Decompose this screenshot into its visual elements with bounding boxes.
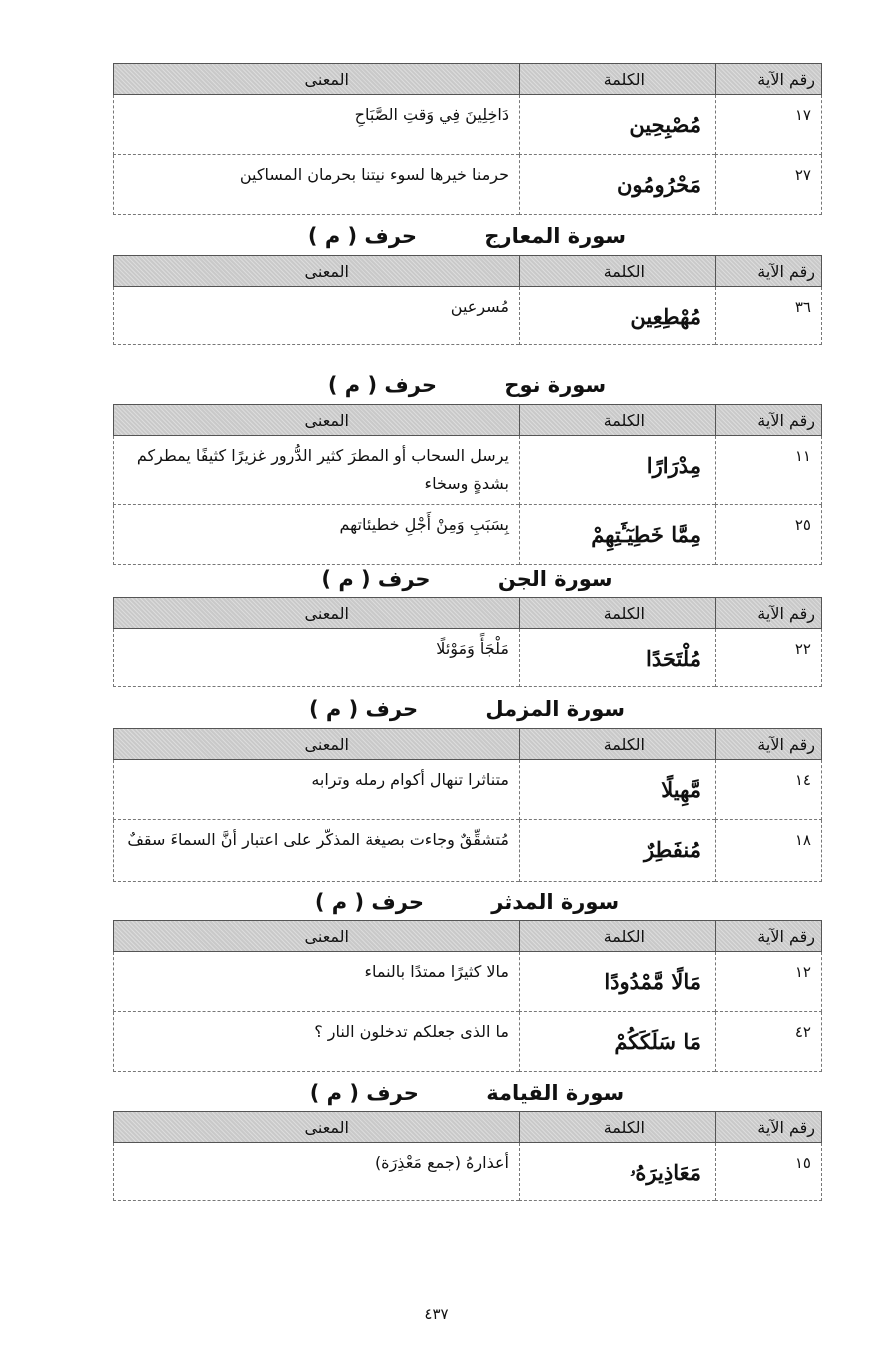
letter-label: حرف ( م ) [308, 697, 419, 721]
header-meaning: المعنى [114, 256, 520, 287]
header-word: الكلمة [520, 256, 716, 287]
verse-table [113, 404, 822, 565]
letter-label: حرف ( م ) [321, 567, 431, 591]
surah-title: سورة الجن [497, 567, 613, 591]
table-row [114, 952, 822, 1012]
header-word: الكلمة [520, 64, 716, 95]
section-heading [113, 562, 821, 596]
table-row [114, 287, 822, 345]
section-heading [113, 368, 821, 402]
verse-table [113, 920, 822, 1072]
meaning: مَلْجَأً وَمَوْئلًا [114, 629, 520, 687]
verse-number: ٢٧ [716, 155, 822, 215]
word: مِمَّا خَطِيٓـَٔتِهِمْ [520, 505, 716, 565]
surah-title: سورة نوح [504, 373, 607, 397]
header-verse-number: رقم الآية [716, 64, 822, 95]
letter-label: حرف ( م ) [314, 890, 424, 914]
word: مَالًا مَّمْدُودًا [520, 952, 716, 1012]
word: مُلْتَحَدًا [520, 629, 716, 687]
surah-title: سورة المزمل [485, 697, 626, 721]
table-row [114, 820, 822, 882]
verse-number: ١٢ [716, 952, 822, 1012]
meaning: مُتشقِّقٌ وجاءت بصيغة المذكّر على اعتبار أنَّ السماءَ سقفٌ [114, 820, 520, 882]
meaning: دَاخِلِينَ فِي وَقتِ الصَّبَاحِ [114, 95, 520, 155]
header-meaning: المعنى [114, 598, 520, 629]
word: مَّهِيلًا [520, 760, 716, 820]
verse-table [113, 63, 822, 215]
header-verse-number: رقم الآية [716, 729, 822, 760]
verse-table [113, 255, 822, 345]
surah-title: سورة القيامة [486, 1081, 625, 1105]
word: مِدْرَارًا [520, 436, 716, 505]
header-meaning: المعنى [114, 405, 520, 436]
table-row [114, 1012, 822, 1072]
header-meaning: المعنى [114, 729, 520, 760]
section-heading [113, 1076, 821, 1110]
table-header-row [114, 405, 822, 436]
header-verse-number: رقم الآية [716, 1112, 822, 1143]
meaning: يرسل السحاب أو المطرَ كثير الدُّرور غزيرًا كثيفًا يمطركم بشدةٍ وسخاء [114, 436, 520, 505]
meaning: مالا كثيرًا ممتدًا بالنماء [114, 952, 520, 1012]
page-number: ٤٣٧ [424, 1305, 449, 1323]
verse-table [113, 1111, 822, 1201]
verse-number: ٤٢ [716, 1012, 822, 1072]
table-header-row [114, 598, 822, 629]
header-meaning: المعنى [114, 1112, 520, 1143]
table-header-row [114, 1112, 822, 1143]
letter-label: حرف ( م ) [307, 224, 418, 248]
table-header-row [114, 64, 822, 95]
surah-title: سورة المدثر [491, 890, 620, 914]
word: مَحْرُومُون [520, 155, 716, 215]
verse-number: ١٧ [716, 95, 822, 155]
verse-number: ٢٥ [716, 505, 822, 565]
meaning: أعذارهُ (جمع مَعْذِرَة) [114, 1143, 520, 1201]
verse-number: ٣٦ [716, 287, 822, 345]
verse-number: ١٤ [716, 760, 822, 820]
section-heading [113, 885, 821, 919]
section-heading [113, 219, 821, 253]
verse-table [113, 728, 822, 882]
header-word: الكلمة [520, 1112, 716, 1143]
word: مُهْطِعِين [520, 287, 716, 345]
table-header-row [114, 729, 822, 760]
header-meaning: المعنى [114, 64, 520, 95]
meaning: متناثرا تنهال أكوام رمله وترابه [114, 760, 520, 820]
table-header-row [114, 921, 822, 952]
table-header-row [114, 256, 822, 287]
meaning: ما الذى جعلكم تدخلون النار ؟ [114, 1012, 520, 1072]
word: مَا سَلَكَكُمْ [520, 1012, 716, 1072]
verse-number: ١١ [716, 436, 822, 505]
verse-number: ١٨ [716, 820, 822, 882]
verse-table [113, 597, 822, 687]
surah-title: سورة المعارج [484, 224, 627, 248]
header-verse-number: رقم الآية [716, 921, 822, 952]
header-verse-number: رقم الآية [716, 598, 822, 629]
header-word: الكلمة [520, 921, 716, 952]
meaning: حرمنا خيرها لسوء نيتنا بحرمان المساكين [114, 155, 520, 215]
table-row [114, 155, 822, 215]
table-row [114, 1143, 822, 1201]
word: مُصْبِحِين [520, 95, 716, 155]
header-verse-number: رقم الآية [716, 405, 822, 436]
letter-label: حرف ( م ) [327, 373, 437, 397]
meaning: بِسَبَبِ وَمِنْ أَجْلِ خطيئاتهم [114, 505, 520, 565]
header-word: الكلمة [520, 405, 716, 436]
header-word: الكلمة [520, 598, 716, 629]
word: مَعَاذِيرَهُۥ [520, 1143, 716, 1201]
verse-number: ٢٢ [716, 629, 822, 687]
verse-number: ١٥ [716, 1143, 822, 1201]
table-row [114, 629, 822, 687]
word: مُنفَطِرٌ [520, 820, 716, 882]
table-row [114, 95, 822, 155]
section-heading [113, 692, 821, 726]
header-word: الكلمة [520, 729, 716, 760]
table-row [114, 760, 822, 820]
table-row [114, 436, 822, 505]
letter-label: حرف ( م ) [309, 1081, 419, 1105]
table-row [114, 505, 822, 565]
header-verse-number: رقم الآية [716, 256, 822, 287]
header-meaning: المعنى [114, 921, 520, 952]
meaning: مُسرعين [114, 287, 520, 345]
